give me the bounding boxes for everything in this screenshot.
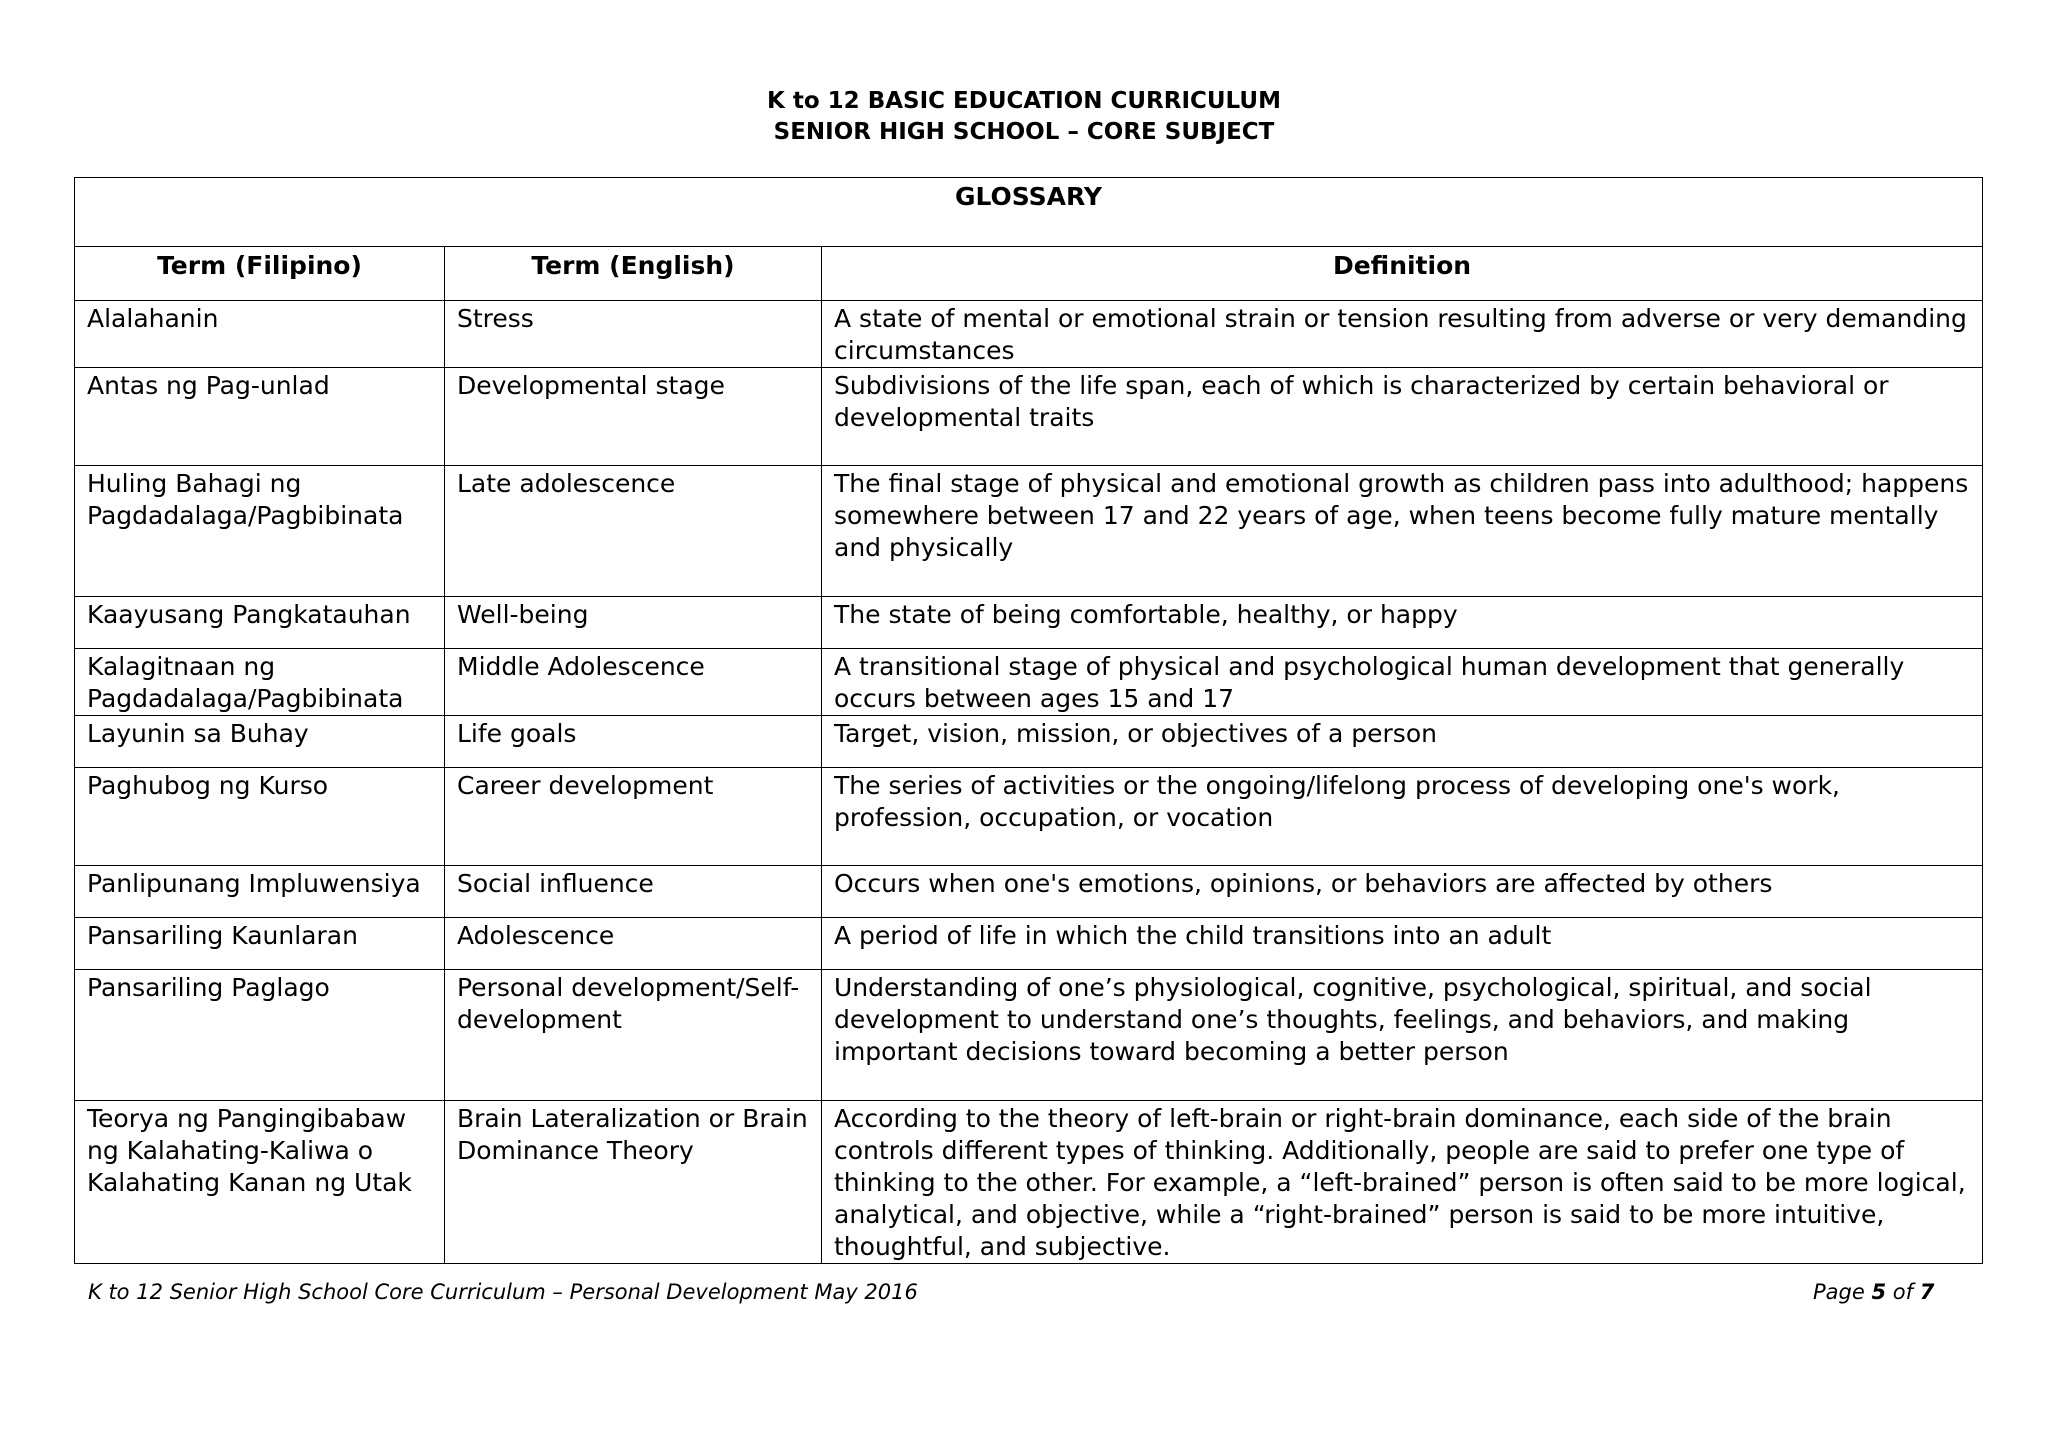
term-definition: Occurs when one's emotions, opinions, or behaviors are affected by others [822,866,1983,918]
term-english: Middle Adolescence [445,649,822,716]
term-definition: A state of mental or emotional strain or tension resulting from adverse or very demanding circumstances [822,301,1983,368]
term-filipino: Alalahanin [75,301,445,368]
column-header-definition: Definition [822,247,1983,301]
term-english: Brain Lateralization or Brain Dominance Theory [445,1101,822,1264]
table-row [75,466,1983,597]
term-filipino: Paghubog ng Kurso [75,768,445,866]
term-english: Developmental stage [445,368,822,466]
footer-page-number [1813,1280,1934,1304]
term-definition: According to the theory of left-brain or right-brain dominance, each side of the brain controls different types of thinking. Additionally, people are said to prefer one type of thinking to the other. For example, a “left-brained” person is often said to be more logical, analytical, and objective, while a “right-brained” person is said to be more intuitive, thoughtful, and subjective. [822,1101,1983,1264]
term-english: Personal development/Self-development [445,970,822,1101]
header-line-1: K to 12 BASIC EDUCATION CURRICULUM [767,88,1281,114]
glossary-title-row [75,178,1983,247]
glossary-table [74,177,1983,1264]
column-header-row [75,247,1983,301]
term-english: Well-being [445,597,822,649]
term-english: Social influence [445,866,822,918]
document-header [0,86,2048,148]
term-filipino: Panlipunang Impluwensiya [75,866,445,918]
term-filipino: Kaayusang Pangkatauhan [75,597,445,649]
term-filipino: Pansariling Paglago [75,970,445,1101]
page-of-label: of [1886,1280,1920,1304]
term-definition: The series of activities or the ongoing/lifelong process of developing one's work, profession, occupation, or vocation [822,768,1983,866]
term-filipino: Antas ng Pag-unlad [75,368,445,466]
term-filipino: Layunin sa Buhay [75,716,445,768]
term-english: Stress [445,301,822,368]
table-row [75,918,1983,970]
table-row [75,301,1983,368]
term-filipino: Kalagitnaan ng Pagdadalaga/Pagbibinata [75,649,445,716]
term-filipino: Teorya ng Pangingibabaw ng Kalahating-Kaliwa o Kalahating Kanan ng Utak [75,1101,445,1264]
term-english: Adolescence [445,918,822,970]
table-row [75,716,1983,768]
term-english: Late adolescence [445,466,822,597]
term-definition: A transitional stage of physical and psychological human development that generally occurs between ages 15 and 17 [822,649,1983,716]
table-row [75,368,1983,466]
term-filipino: Pansariling Kaunlaran [75,918,445,970]
term-english: Life goals [445,716,822,768]
glossary-title: GLOSSARY [75,178,1983,247]
page-total: 7 [1919,1280,1935,1304]
term-definition: The state of being comfortable, healthy, or happy [822,597,1983,649]
term-definition: Subdivisions of the life span, each of which is characterized by certain behavioral or developmental traits [822,368,1983,466]
table-row [75,1101,1983,1264]
table-row [75,970,1983,1101]
term-definition: The final stage of physical and emotional growth as children pass into adulthood; happens somewhere between 17 and 22 years of age, when teens become fully mature mentally and physically [822,466,1983,597]
term-english: Career development [445,768,822,866]
term-definition: A period of life in which the child transitions into an adult [822,918,1983,970]
table-row [75,597,1983,649]
page-label: Page [1813,1280,1872,1304]
table-row [75,768,1983,866]
page-current: 5 [1871,1280,1887,1304]
table-row [75,649,1983,716]
column-header-english: Term (English) [445,247,822,301]
term-definition: Target, vision, mission, or objectives of a person [822,716,1983,768]
term-definition: Understanding of one’s physiological, cognitive, psychological, spiritual, and social development to understand one’s thoughts, feelings, and behaviors, and making important decisions toward becoming a better person [822,970,1983,1101]
footer-document-title: K to 12 Senior High School Core Curriculum – Personal Development May 2016 [88,1280,918,1304]
column-header-filipino: Term (Filipino) [75,247,445,301]
table-row [75,866,1983,918]
header-line-2: SENIOR HIGH SCHOOL – CORE SUBJECT [773,119,1275,145]
term-filipino: Huling Bahagi ng Pagdadalaga/Pagbibinata [75,466,445,597]
